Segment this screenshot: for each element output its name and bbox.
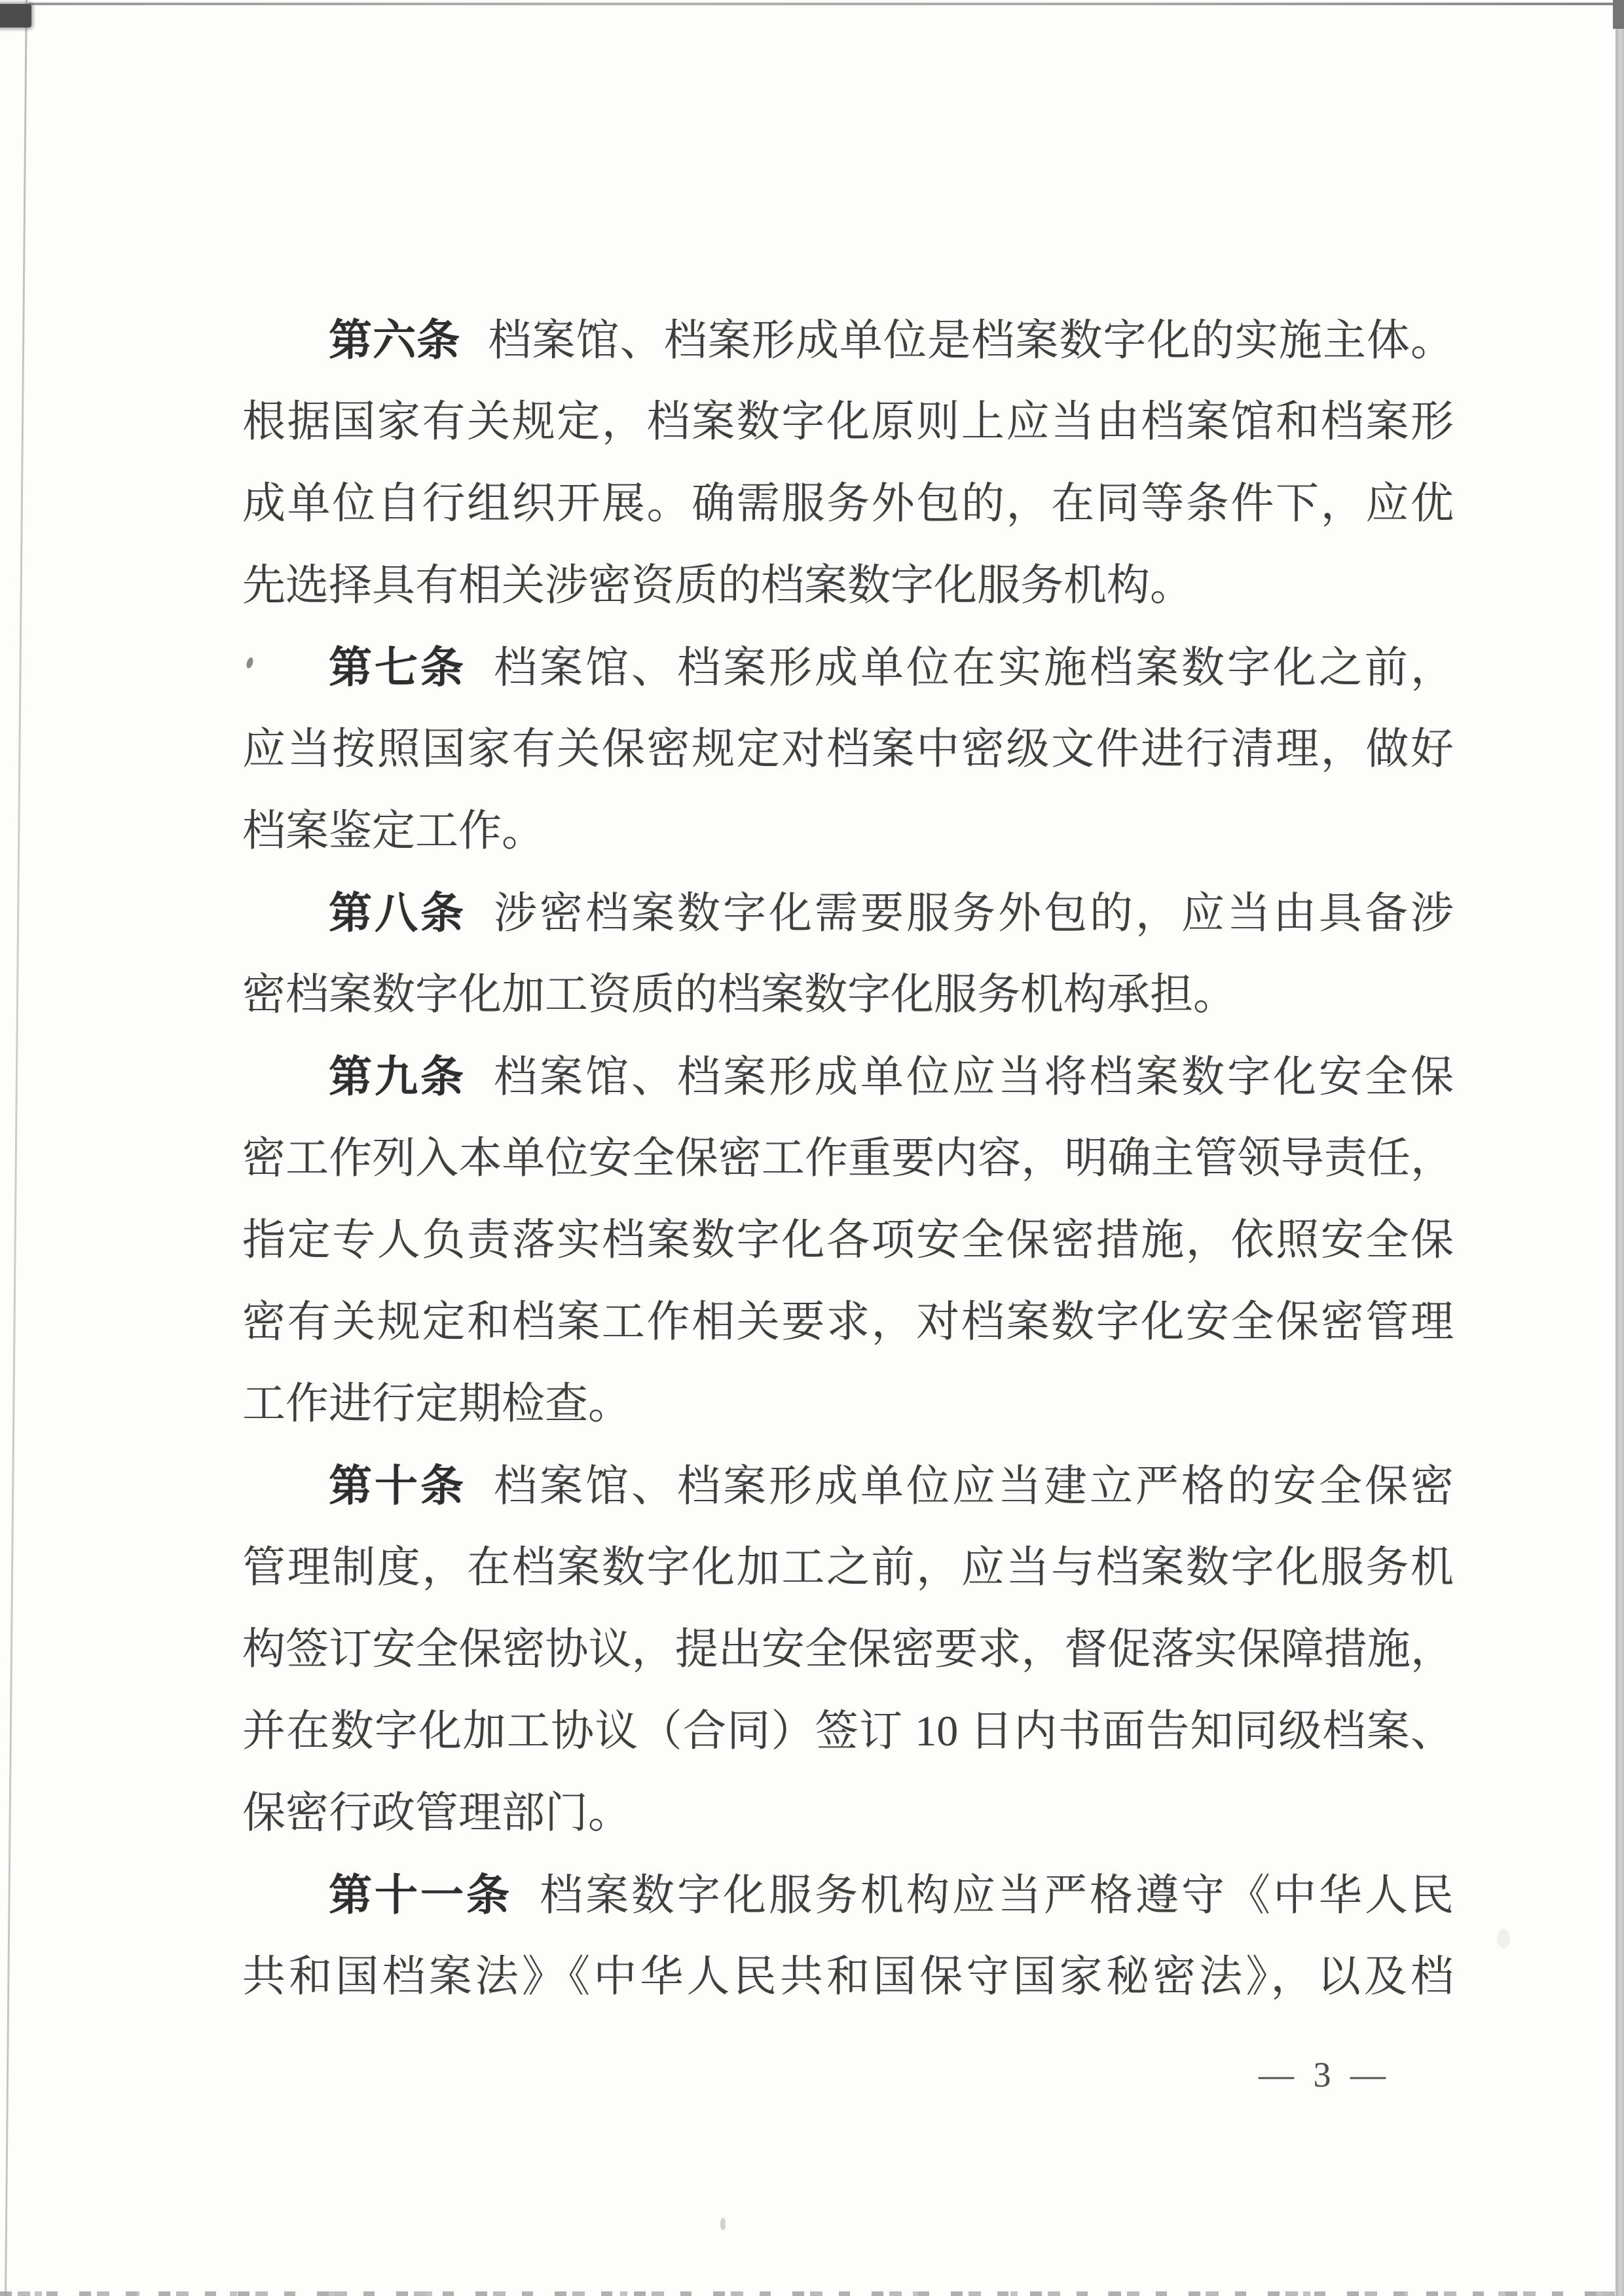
page-number: — 3 — — [1259, 2055, 1391, 2094]
text-line — [242, 954, 1454, 1036]
scan-right-edge-band — [1615, 0, 1624, 2296]
line-text: 指定专人负责落实档案数字化各项安全保密措施，依照安全保 — [242, 1216, 1454, 1264]
text-line — [242, 463, 1454, 545]
scan-speck — [720, 2218, 726, 2230]
line-text: 并在数字化加工协议（合同）签订 10 日内书面告知同级档案、 — [242, 1707, 1454, 1755]
line-text: 保密行政管理部门。 — [242, 1789, 631, 1837]
text-line — [242, 1281, 1454, 1363]
article-number: 第九条 — [329, 1052, 466, 1101]
line-text: 档案馆、档案形成单位是档案数字化的实施主体。 — [488, 317, 1454, 365]
text-line — [242, 1036, 1454, 1118]
line-text: 构签订安全保密协议，提出安全保密要求，督促落实保障措施， — [242, 1626, 1454, 1673]
line-text: 成单位自行组织开展。确需服务外包的，在同等条件下，应优 — [242, 480, 1454, 528]
line-text: 档案馆、档案形成单位应当建立严格的安全保密 — [494, 1463, 1454, 1510]
line-text: 档案数字化服务机构应当严格遵守《中华人民 — [540, 1872, 1454, 1920]
line-text: 共和国档案法》《中华人民共和国保守国家秘密法》，以及档 — [242, 1953, 1454, 2001]
text-line — [242, 872, 1454, 954]
text-line — [242, 1690, 1454, 1772]
document-body — [242, 299, 1454, 2018]
line-text: 管理制度，在档案数字化加工之前，应当与档案数字化服务机 — [242, 1544, 1454, 1592]
text-line — [242, 1527, 1454, 1609]
scan-top-left-corner-blob — [0, 4, 31, 27]
article-number: 第七条 — [329, 643, 466, 691]
text-line — [242, 1199, 1454, 1281]
text-line — [242, 1854, 1454, 1936]
text-line — [242, 381, 1454, 463]
article-number: 第八条 — [329, 888, 466, 937]
line-text: 先选择具有相关涉密资质的档案数字化服务机构。 — [242, 562, 1193, 610]
text-line — [242, 545, 1454, 627]
line-text: 应当按照国家有关保密规定对档案中密级文件进行清理，做好 — [242, 725, 1454, 773]
line-text: 工作进行定期检查。 — [242, 1380, 631, 1428]
text-line — [242, 790, 1454, 872]
scan-speck — [1497, 1929, 1510, 1948]
line-text: 档案馆、档案形成单位应当将档案数字化安全保 — [494, 1053, 1454, 1101]
line-text: 涉密档案数字化需要服务外包的，应当由具备涉 — [494, 890, 1454, 938]
line-text: 档案馆、档案形成单位在实施档案数字化之前， — [494, 644, 1454, 692]
scan-bottom-noise-strip — [0, 2291, 1624, 2296]
scan-top-right-corner-mark — [1613, 0, 1624, 29]
text-line — [242, 627, 1454, 708]
line-text: 密档案数字化加工资质的档案数字化服务机构承担。 — [242, 971, 1236, 1019]
text-line — [242, 1772, 1454, 1854]
line-text: 密有关规定和档案工作相关要求，对档案数字化安全保密管理 — [242, 1298, 1454, 1346]
line-text: 根据国家有关规定，档案数字化原则上应当由档案馆和档案形 — [242, 398, 1454, 446]
text-line — [242, 1936, 1454, 2018]
article-number: 第十条 — [329, 1461, 466, 1510]
line-text: 档案鉴定工作。 — [242, 807, 545, 855]
line-text: 密工作列入本单位安全保密工作重要内容，明确主管领导责任， — [242, 1135, 1454, 1182]
article-number: 第六条 — [329, 316, 461, 364]
text-line — [242, 1609, 1454, 1690]
text-line — [242, 1118, 1454, 1199]
text-line — [242, 1363, 1454, 1445]
text-line — [242, 299, 1454, 381]
text-line — [242, 1445, 1454, 1527]
article-number: 第十一条 — [329, 1870, 512, 1919]
scan-left-edge-line — [5, 0, 28, 2296]
scan-top-edge-line — [29, 3, 1624, 5]
text-line — [242, 708, 1454, 790]
